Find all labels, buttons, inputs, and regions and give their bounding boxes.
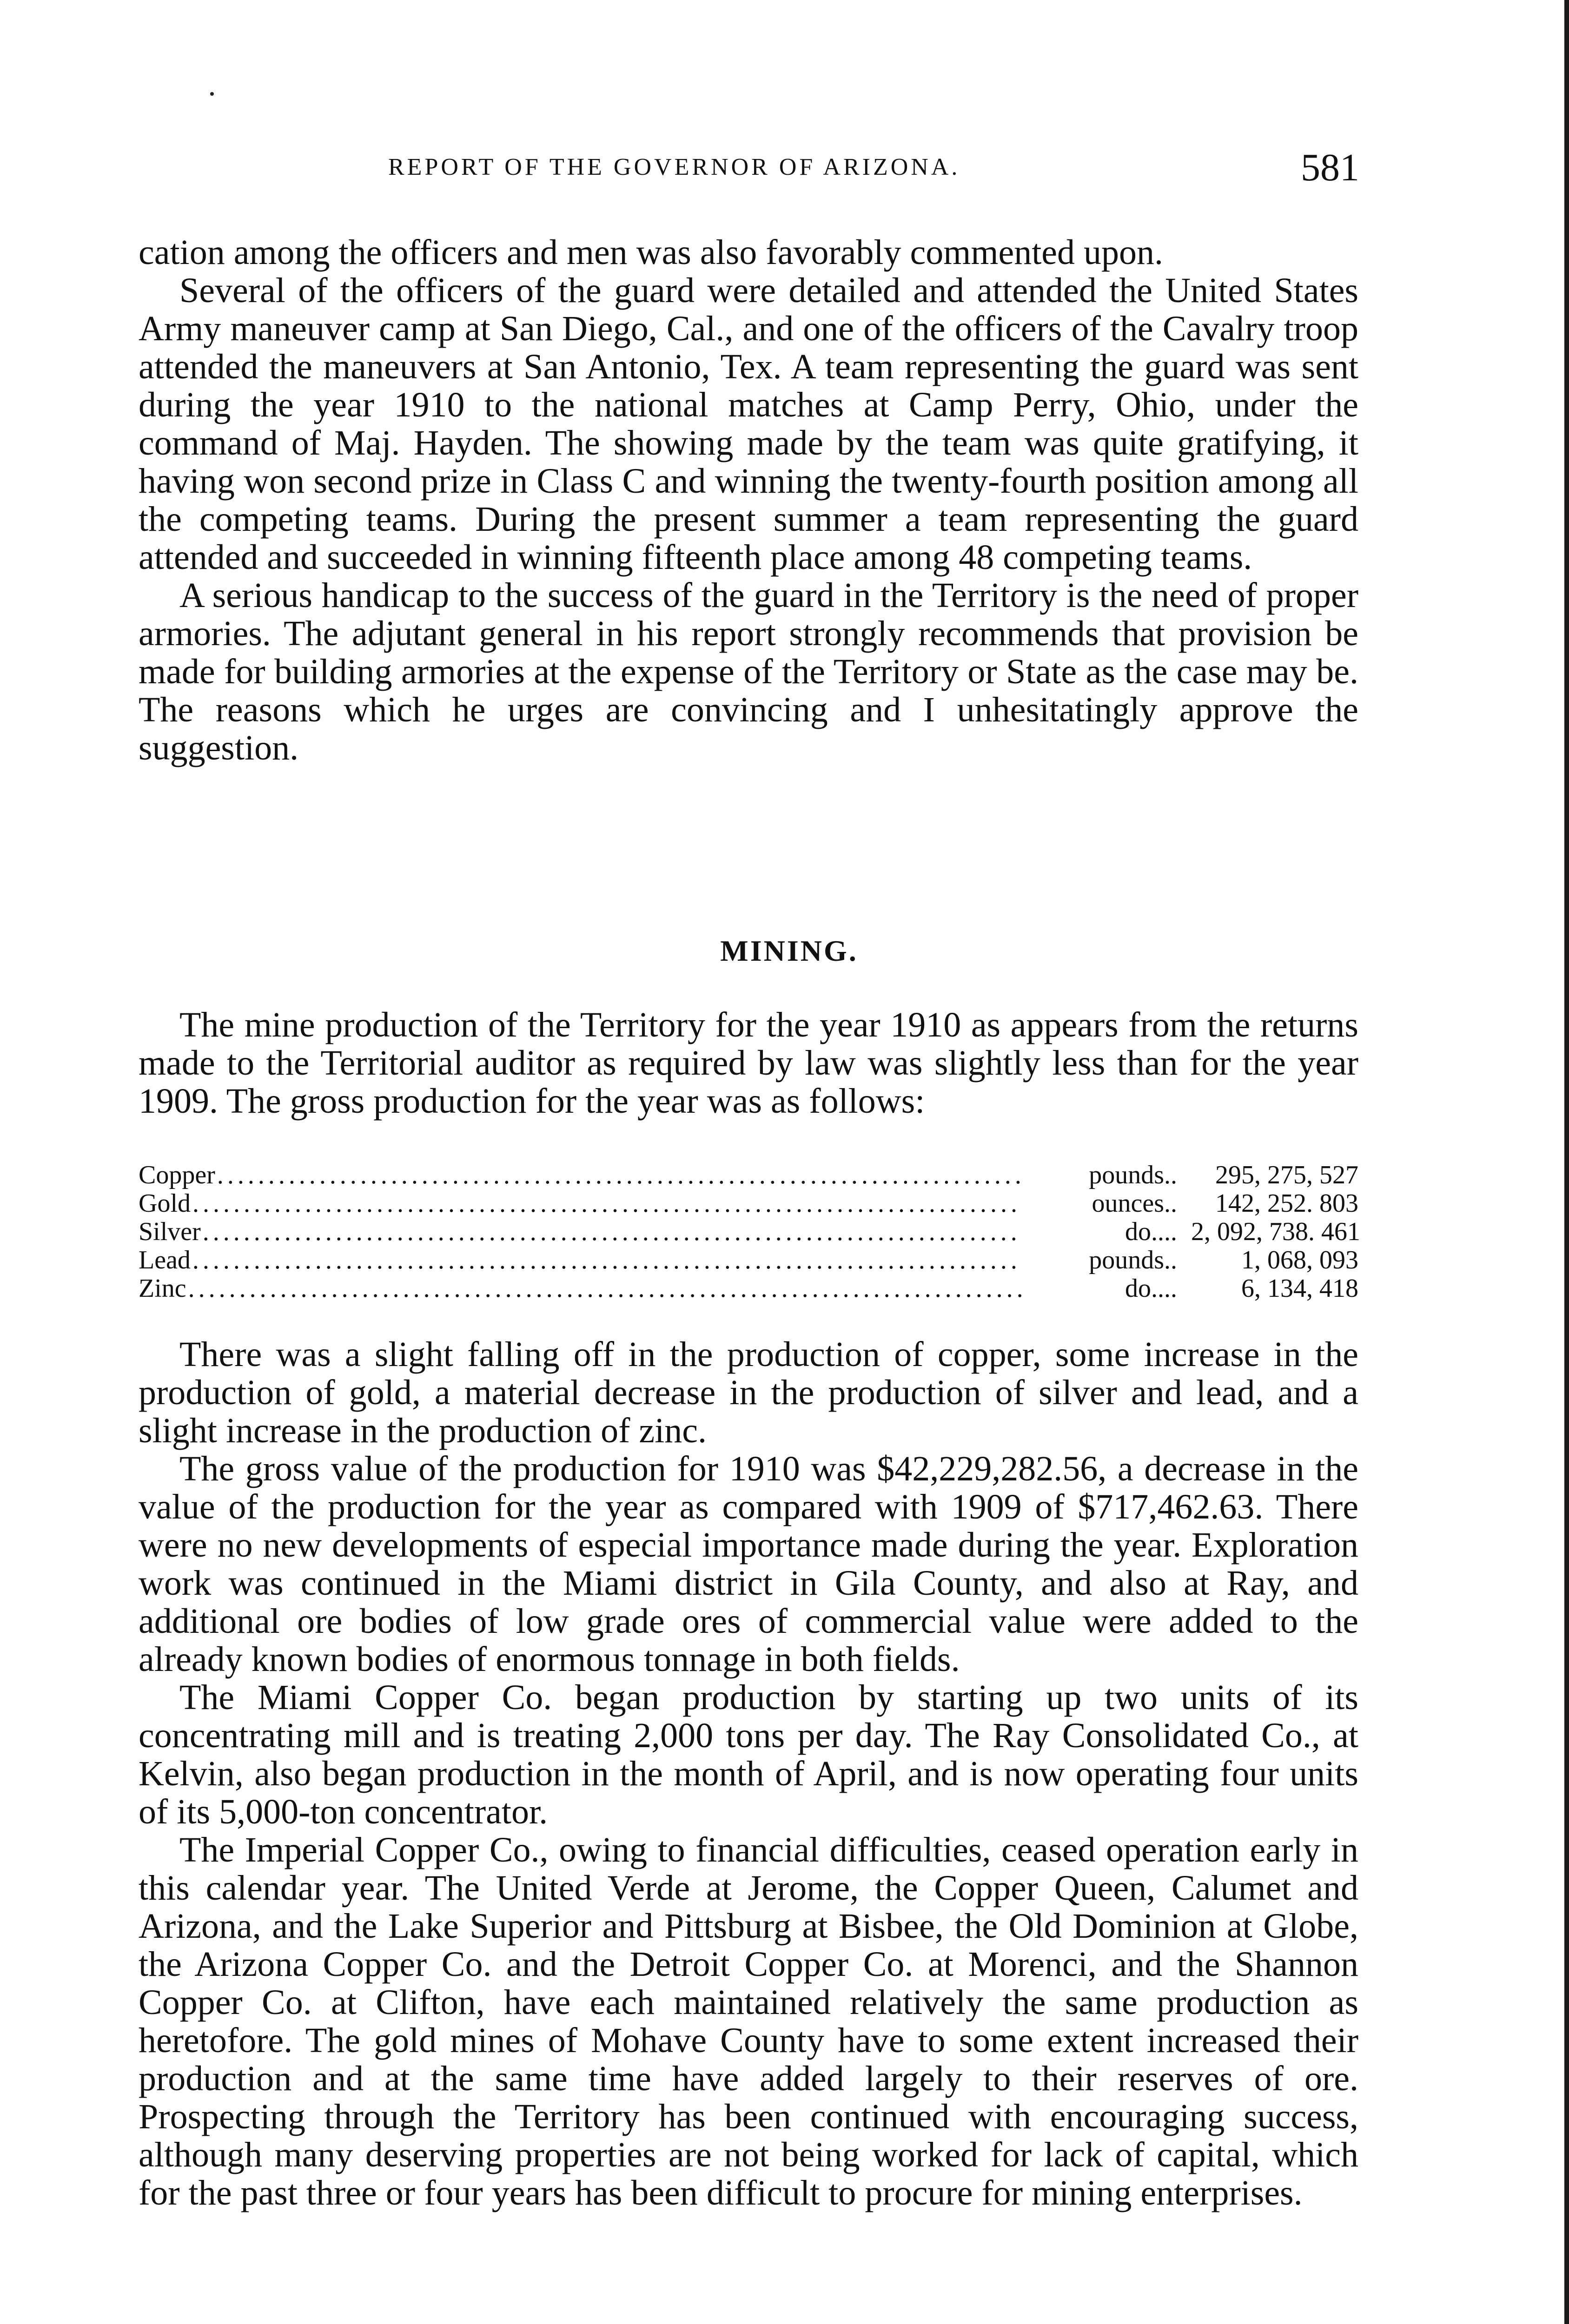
table-cell-value: 142, 252. 803 <box>1215 1189 1358 1218</box>
page-number: 581 <box>1301 146 1359 189</box>
body-text-intro <box>139 1006 1358 1120</box>
paragraph: There was a slight falling off in the production of copper, some increase in the production of gold, a material decrease in the production of silver and lead, and a slight increase in the production of zinc. <box>139 1335 1358 1450</box>
dot-leader <box>192 1246 1022 1274</box>
table-cell-unit: ounces.. <box>1092 1189 1177 1218</box>
section-heading-text: MINING. <box>720 934 858 967</box>
paragraph: cation among the officers and men was also favorably commented upon. <box>139 233 1164 272</box>
table-cell-value: 1, 068, 093 <box>1241 1246 1358 1274</box>
table-cell-value: 295, 275, 527 <box>1215 1161 1358 1189</box>
table-cell-unit: pounds.. <box>1089 1161 1177 1189</box>
table-cell-mineral: Copper <box>139 1161 215 1189</box>
body-text-top <box>139 233 1358 767</box>
table-cell-unit: do.... <box>1125 1274 1177 1303</box>
paragraph: The gross value of the production for 1910 was $42,229,282.56, a decrease in the value of the production for the year as compared with 1909 of $717,462.63. There were no new developments of especial importance made during the year. Exploration work was continued in the Miami district in Gila County, and also at Ray, and additional ore bodies of low grade ores of commercial value were added to the already known bodies of enormous tonnage in both fields. <box>139 1449 1358 1679</box>
body-text-bottom <box>139 1335 1358 2212</box>
table-cell-value: 6, 134, 418 <box>1241 1274 1358 1303</box>
table-row <box>139 1246 1358 1274</box>
dot-leader <box>203 1218 1022 1246</box>
scan-speck <box>210 92 214 96</box>
table-cell-mineral: Zinc <box>139 1274 186 1303</box>
table-row <box>139 1218 1358 1246</box>
dot-leader <box>217 1161 1022 1189</box>
table-cell-value: 2, 092, 738. 461 <box>1191 1217 1360 1246</box>
table-cell-unit: do.... <box>1125 1217 1177 1246</box>
table-row <box>139 1189 1358 1218</box>
table-row <box>139 1274 1358 1303</box>
section-heading <box>0 934 1569 968</box>
production-table <box>139 1161 1358 1303</box>
table-cell-mineral: Gold <box>139 1189 191 1218</box>
paragraph: A serious handicap to the success of the guard in the Territory is the need of proper armories. The adjutant general in his report strongly recommends that provision be made for building armories at the expense of the Territory or State as the case may be. The reasons which he urges are convincing and I unhesitatingly approve the suggestion. <box>139 576 1358 767</box>
table-cell-mineral: Silver <box>139 1217 201 1246</box>
dot-leader <box>188 1274 1022 1303</box>
paragraph: The mine production of the Territory for the year 1910 as appears from the returns made to the Territorial auditor as required by law was slightly less than for the year 1909. The gross production for the year was as follows: <box>139 1005 1358 1121</box>
table-cell-mineral: Lead <box>139 1246 191 1274</box>
table-row <box>139 1161 1358 1189</box>
table-cell-unit: pounds.. <box>1089 1246 1177 1274</box>
paragraph: The Imperial Copper Co., owing to financial difficulties, ceased operation early in this calendar year. The United Verde at Jerome, the Copper Queen, Calumet and Arizona, and the Lake Superior and Pittsburg at Bisbee, the Old Dominion at Globe, the Arizona Copper Co. and the Detroit Copper Co. at Morenci, and the Shannon Copper Co. at Clifton, have each maintained relatively the same production as heretofore. The gold mines of Mohave County have to some extent increased their production and at the same time have added largely to their reserves of ore. Prospecting through the Territory has been continued with encouraging success, although many deserving properties are not being worked for lack of capital, which for the past three or four years has been difficult to procure for mining enterprises. <box>139 1830 1358 2212</box>
running-head: REPORT OF THE GOVERNOR OF ARIZONA. <box>388 154 960 180</box>
paragraph: Several of the officers of the guard were detailed and attended the United States Army maneuver camp at San Diego, Cal., and one of the officers of the Cavalry troop attended the maneuvers at San Antonio, Tex. A team representing the guard was sent during the year 1910 to the national matches at Camp Perry, Ohio, under the command of Maj. Hayden. The showing made by the team was quite gratifying, it having won second prize in Class C and winning the twenty-fourth position among all the competing teams. During the present summer a team representing the guard attended and succeeded in winning fifteenth place among 48 competing teams. <box>139 271 1358 577</box>
paragraph: The Miami Copper Co. began production by starting up two units of its concentrating mill and is treating 2,000 tons per day. The Ray Consolidated Co., at Kelvin, also began production in the month of April, and is now operating four units of its 5,000-ton concentrator. <box>139 1678 1358 1831</box>
scan-edge-right <box>1564 0 1569 2324</box>
dot-leader <box>192 1189 1022 1218</box>
